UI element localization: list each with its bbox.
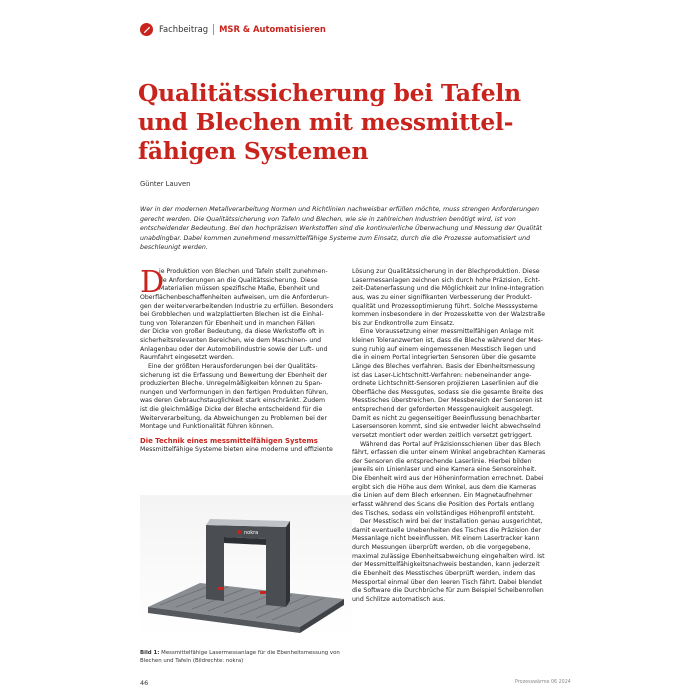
- caption-label: Bild 1:: [140, 650, 160, 656]
- text-line: kleinen Toleranzwerten ist, dass die Bleche während der Mes-: [352, 337, 543, 344]
- paragraph: [352, 441, 564, 519]
- text-line: was deren Gebrauchstauglichkeit stark einschränkt. Zudem: [140, 397, 325, 405]
- paragraph: [352, 268, 564, 328]
- text-line: ist das Laser-Lichtschnitt-Verfahren: nebeneinander ange-: [352, 371, 532, 379]
- intro-paragraph: [140, 265, 352, 363]
- text-line: die in einem Portal integrierten Sensoren über die gesamte: [352, 354, 536, 362]
- text-line: sicherung ist die Erfassung und Bewertung der Ebenheit der: [140, 371, 328, 379]
- text-line: durch Messungen überprüft werden, ob die vorgegebene,: [352, 544, 531, 551]
- text-line: die Linien auf dem Blech erkennen. Ein Magnetaufnehmer: [352, 492, 533, 500]
- text-line: bis zur Endkontrolle zum Einsatz.: [352, 319, 455, 327]
- text-line: sung ruhig auf einem eingemessenen Messtisch liegen und: [352, 345, 536, 353]
- text-line: der Sensoren die entsprechende Laserlinie. Hierbei bilden: [352, 457, 532, 465]
- text-line: sicherheitsrelevanten Bereichen, wie dem Maschinen- und: [140, 337, 322, 344]
- text-line: Materialien müssen spezifische Maße, Ebenheit und: [159, 285, 320, 293]
- text-line: Die Ebenheit wird aus der Höheninformation errechnet. Dabei: [352, 475, 544, 482]
- article-lead: Wer in der modernen Metallverarbeitung Normen und Richtlinien nachweisbar erfüllen möchte, muss strengen Anforderungen gerecht werden. Die Qualitätssicherung von Tafeln und Blechen, wie sie in zahlreichen Industrien benötigt wird, ist von entscheidender Bedeutung. Bei den hochpräzisen Werkstoffen sind die kontinuierliche Überwachung und Messung der Qualität unabdingbar. Dabei kommen zunehmend messmittelfähige Systeme zum Einsatz, durch die die Prozesse automatisiert und beschleunigt werden.: [140, 206, 542, 251]
- text-line: Lasersensoren kommt, sind sie entweder leicht abwechselnd: [352, 423, 541, 431]
- text-line: Anlagenbau oder der Automobilindustrie sowie der Luft- und: [140, 345, 328, 353]
- text-line: Messportal einmal über den leeren Tisch fährt. Dabei blendet: [352, 578, 543, 586]
- section-category: MSR & Automatisieren: [219, 24, 326, 34]
- text-line: Der Messtisch wird bei der Installation genau ausgerichtet,: [360, 518, 543, 526]
- text-line: Weiterverarbeitung, da Abweichungen zu Problemen bei der: [140, 414, 328, 422]
- text-line: der Messmittelfähigkeitsnachweis bestanden, kann jederzeit: [352, 561, 540, 569]
- text-line: aus, was zu einer signifikanten Verbesserung der Produkt-: [352, 293, 533, 301]
- text-line: Oberfläche des Messgutes, sodass sie die gesamte Breite des: [352, 388, 544, 396]
- text-line: Messmittelfähige Systeme bieten eine moderne und effiziente: [140, 445, 333, 453]
- text-line: und Schlitze automatisch aus.: [352, 595, 446, 603]
- text-line: Oberflächenbeschaffenheiten aufweisen, um die Anforderun-: [140, 293, 330, 301]
- text-line: erfasst während des Scans die Position des Portals entlang: [352, 500, 535, 508]
- brand-logo-icon: [237, 530, 241, 534]
- text-line: der Dicke von großer Bedeutung, da diese Werkstoffe oft in: [140, 328, 324, 336]
- body-column-left: [140, 265, 352, 454]
- text-line: Messtisches überstreichen. Der Messbereich der Sensoren ist: [352, 397, 543, 405]
- text-line: ergibt sich die Höhe aus dem Winkel, aus dem die Kameras: [352, 483, 537, 491]
- measuring-system-illustration: [140, 495, 352, 637]
- text-line: Messanlage nicht beeinflussen. Mit einem Lasertracker kann: [352, 535, 540, 543]
- paragraph: [352, 328, 564, 440]
- article-figure: [140, 495, 352, 637]
- text-line: die Software die Durchbrüche für zum Beispiel Scheibenrollen: [352, 587, 544, 595]
- text-line: maximal zulässige Ebenheitsabweichung eingehalten wird. Ist: [352, 552, 545, 560]
- text-line: Während das Portal auf Präzisionsschienen über das Blech: [360, 440, 541, 448]
- text-line: des Tisches, sodass ein vollständiges Höhenprofil entsteht.: [352, 509, 535, 517]
- page-number: 46: [140, 679, 149, 687]
- text-line: kommen insbesondere in der Prozesskette von der Walzstraße: [352, 311, 546, 319]
- text-line: fährt, erfassen die unter einem Winkel angebrachten Kameras: [352, 449, 546, 457]
- body-column-right: [352, 268, 564, 604]
- text-line: Montage und Funktionalität führen können.: [140, 423, 274, 431]
- text-line: jeweils ein Linienlaser und eine Kamera eine Sensoreinheit.: [352, 466, 537, 474]
- article-author: Günter Lauven: [140, 180, 191, 188]
- figure-brand-label: nokra: [244, 530, 259, 536]
- text-line: gen der weiterverarbeitenden Industrie zu erfüllen. Besonders: [140, 302, 334, 310]
- section-subheading: Die Technik eines messmittelfähigen Systems: [140, 436, 318, 445]
- figure-caption: [140, 649, 352, 665]
- text-line: ordnete Lichtschnitt-Sensoren projizieren Laserlinien auf die: [352, 380, 539, 388]
- header-divider: [213, 24, 214, 35]
- text-line: entsprechend der geforderten Messgenauigkeit ausgelegt.: [352, 406, 534, 413]
- magazine-logo-icon: [140, 23, 153, 36]
- text-line: Damit es nicht zu gegenseitiger Beeinflussung benachbarter: [352, 414, 541, 422]
- text-line: de Anforderungen an die Qualitätssicherung. Diese: [159, 276, 318, 284]
- drop-cap: D: [140, 265, 165, 300]
- text-line: qualität und Prozessoptimierung führt. Solche Messsysteme: [352, 302, 538, 310]
- text-line: produzierten Bleche. Unregelmäßigkeiten können zu Span-: [140, 380, 323, 388]
- text-line: ist die gleichmäßige Dicke der Bleche entscheidend für die: [140, 406, 323, 413]
- text-line: zeit-Datenerfassung und die Möglichkeit zur Inline-Integration: [352, 285, 544, 293]
- text-line: nungen und Verformungen in den fertigen Produkten führen,: [140, 388, 329, 396]
- page-header: [140, 20, 326, 38]
- paragraph: [140, 363, 352, 432]
- text-line: die Ebenheit des Messtisches überprüft werden, indem das: [352, 569, 536, 577]
- text-line: Lösung zur Qualitätssicherung in der Blechproduktion. Diese: [352, 268, 540, 275]
- text-line: Raumfahrt eingesetzt werden.: [140, 354, 234, 362]
- text-line: tung von Toleranzen für Ebenheit und in manchen Fällen: [140, 319, 315, 327]
- section-type: Fachbeitrag: [159, 24, 209, 34]
- text-line: Eine der größten Herausforderungen bei der Qualitäts-: [148, 362, 318, 370]
- paragraph: [352, 518, 564, 604]
- text-line: versetzt montiert oder werden zeitlich versetzt getriggert.: [352, 431, 533, 439]
- text-line: ie Produktion von Blechen und Tafeln stellt zunehmen-: [159, 268, 328, 275]
- text-line: Länge des Bleches verfahren. Basis der Ebenheitsmessung: [352, 362, 535, 370]
- article-title: Qualitätssicherung bei Tafeln und Blechen mit messmittel-fähigen Systemen: [138, 79, 521, 165]
- caption-text: Messmittelfähige Lasermessanlage für die Ebenheitsmessung von Blechen und Tafeln (Bildrechte: nokra): [140, 650, 340, 664]
- text-line: Lasermessanlagen zeichnen sich durch hohe Präzision, Echt-: [352, 276, 541, 284]
- text-line: damit eventuelle Unebenheiten des Tisches die Präzision der: [352, 526, 541, 534]
- magazine-issue: Prozesswärme 06 2024: [515, 680, 571, 685]
- text-line: Eine Voraussetzung einer messmittelfähigen Anlage mit: [360, 328, 534, 336]
- text-line: bei Grobblechen und walzplattierten Blechen ist die Einhal-: [140, 311, 324, 319]
